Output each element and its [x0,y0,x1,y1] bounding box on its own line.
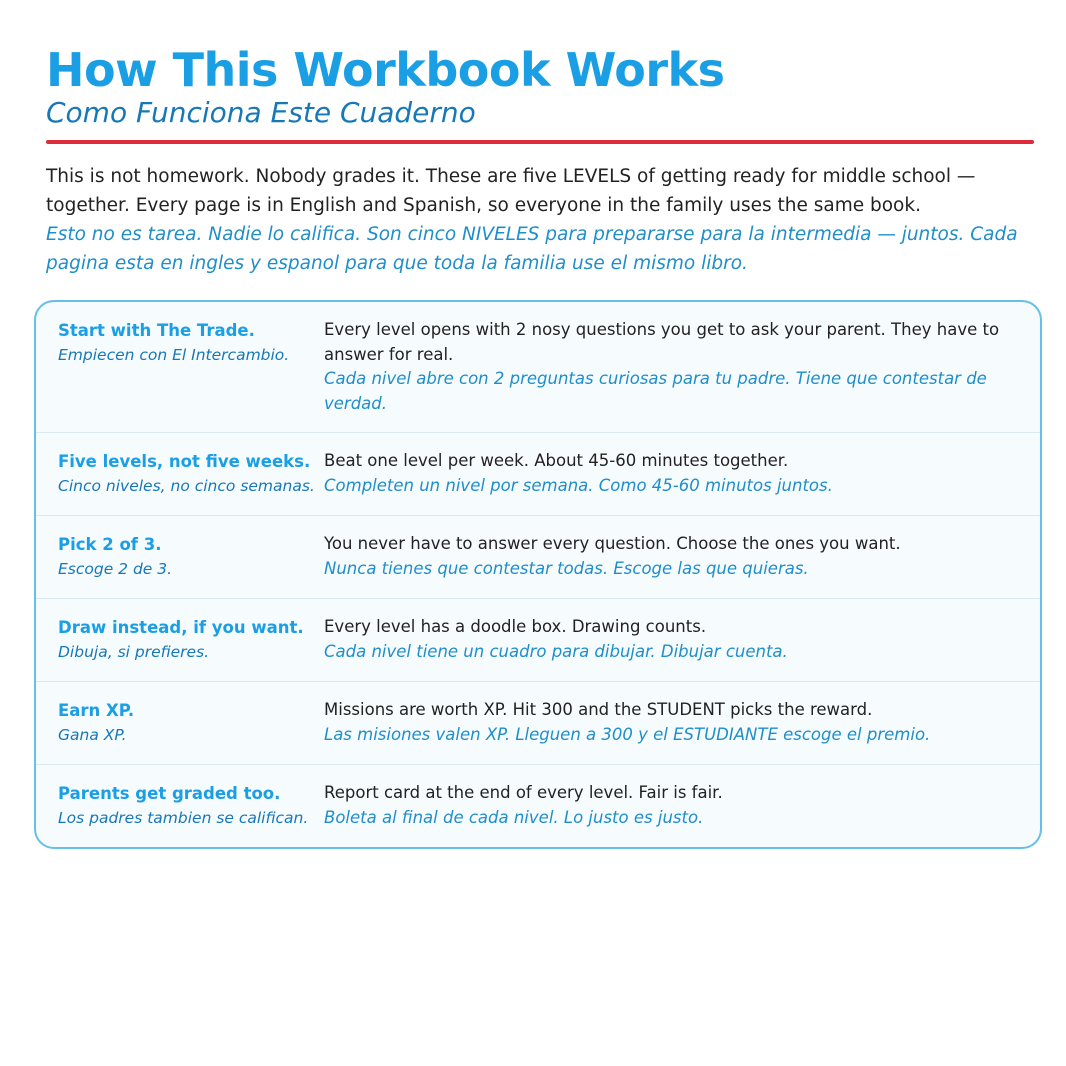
table-row [36,432,1040,515]
table-row [36,302,1040,432]
row-description-spanish: Completen un nivel por semana. Como 45-60 minutos juntos. [324,475,833,495]
row-heading [58,698,324,748]
row-description-english: Beat one level per week. About 45-60 minutes together. [324,451,789,470]
intro-english: This is not homework. Nobody grades it. These are five LEVELS of getting ready for middle school — together. Every page is in English and Spanish, so everyone in the family uses the same book. [46,166,976,216]
row-heading [58,615,324,665]
row-heading-spanish: Empiecen con El Intercambio. [58,346,290,364]
row-heading [58,449,324,499]
row-heading-english: Draw instead, if you want. [58,618,304,637]
page-subtitle: Como Funciona Este Cuaderno [46,96,476,129]
row-description [324,318,1020,416]
row-description-spanish: Cada nivel abre con 2 preguntas curiosas para tu padre. Tiene que contestar de verdad. [324,369,987,413]
row-description-english: Missions are worth XP. Hit 300 and the STUDENT picks the reward. [324,700,873,719]
row-heading-english: Parents get graded too. [58,784,281,803]
row-heading-spanish: Escoge 2 de 3. [58,560,173,578]
row-heading-spanish: Gana XP. [58,726,127,744]
row-heading-spanish: Cinco niveles, no cinco semanas. [58,477,315,495]
row-description [324,698,1020,748]
table-row [36,515,1040,598]
page-title: How This Workbook Works [46,43,725,97]
row-description-english: You never have to answer every question. Choose the ones you want. [324,534,901,553]
row-heading [58,318,324,416]
row-description-spanish: Nunca tienes que contestar todas. Escoge las que quieras. [324,558,809,578]
row-heading-english: Earn XP. [58,701,135,720]
row-description-spanish: Boleta al final de cada nivel. Lo justo es justo. [324,807,704,827]
row-heading-spanish: Dibuja, si prefieres. [58,643,210,661]
row-heading-english: Start with The Trade. [58,321,255,340]
title-divider [46,140,1034,144]
table-row [36,598,1040,681]
intro-section [46,162,1036,278]
row-heading-english: Pick 2 of 3. [58,535,162,554]
row-description-english: Every level opens with 2 nosy questions you get to ask your parent. They have to answer for real. [324,320,1000,364]
row-description-english: Report card at the end of every level. Fair is fair. [324,783,723,802]
row-description [324,781,1020,831]
row-description-spanish: Las misiones valen XP. Lleguen a 300 y el ESTUDIANTE escoge el premio. [324,724,931,744]
rules-table [34,300,1042,849]
table-row [36,764,1040,847]
row-heading-english: Five levels, not five weeks. [58,452,311,471]
row-description-english: Every level has a doodle box. Drawing counts. [324,617,707,636]
row-description [324,532,1020,582]
table-row [36,681,1040,764]
row-description-spanish: Cada nivel tiene un cuadro para dibujar. Dibujar cuenta. [324,641,788,661]
row-heading [58,781,324,831]
intro-spanish: Esto no es tarea. Nadie lo califica. Son cinco NIVELES para prepararse para la intermedia — juntos. Cada pagina esta en ingles y espanol para que toda la familia use el mismo libro. [46,224,1018,274]
row-description [324,449,1020,499]
row-heading [58,532,324,582]
row-heading-spanish: Los padres tambien se califican. [58,809,309,827]
row-description [324,615,1020,665]
